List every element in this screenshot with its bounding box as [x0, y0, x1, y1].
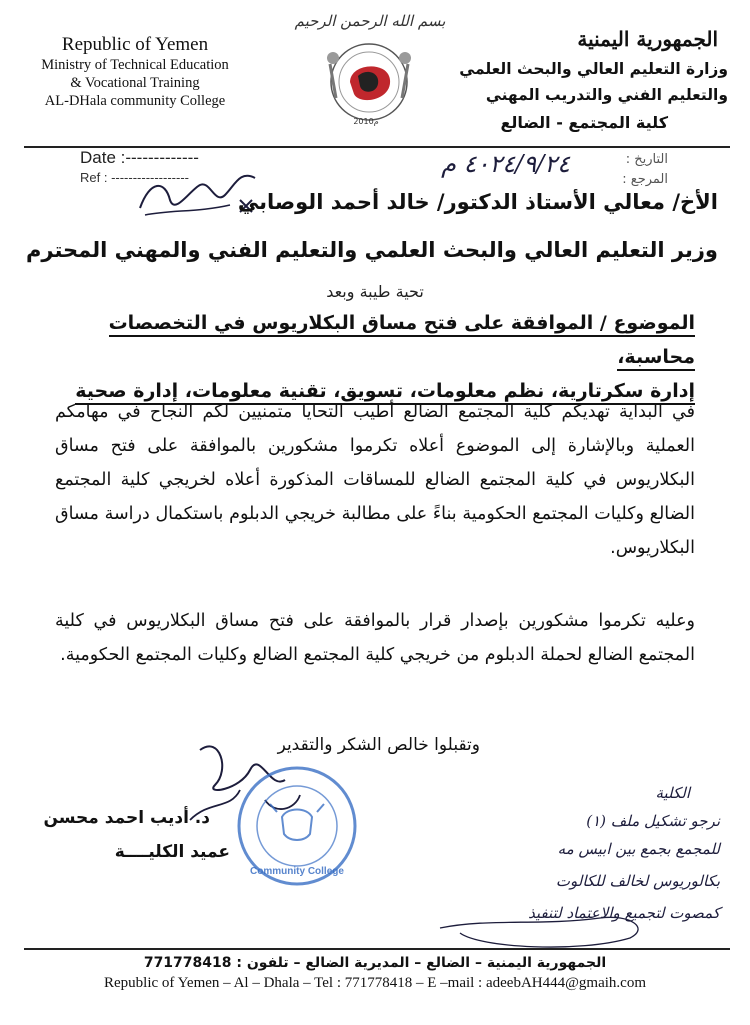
header-en-country: Republic of Yemen [61, 34, 209, 55]
header-ar-ministry-2: والتعليم الفني والتدريب المهني [485, 86, 728, 104]
body-paragraph-2: وعليه تكرموا مشكورين بإصدار قرار بالموافقة على فتح مساق البكلاريوس في كلية المجتمع الضالع لحملة الدبلوم من خريجي كلية المجتمع الضالع وكليات المجتمع الحكومية. [55, 611, 695, 665]
note-line-1: الكلية [655, 784, 690, 802]
recipient-line-1: الأخ/ معالي الأستاذ الدكتور/ خالد أحمد الوصابي [237, 190, 718, 214]
footer-english: Republic of Yemen – Al – Dhala – Tel : 771778418 – E –mail : adeebAH444@gmaih.com [104, 975, 646, 991]
greeting: تحية طيبة وبعد [326, 282, 424, 301]
footer-divider [24, 948, 730, 950]
logo-year: 2010م [353, 117, 379, 126]
recipient-line-2: وزير التعليم العالي والبحث العلمي والتعليم الفني والمهني المحترم [26, 238, 718, 262]
handwritten-date: ٤٠٢٤/٩/٢٤ م [441, 150, 570, 178]
note-line-3: للمجمع بجمع بين ابيس مه [557, 840, 720, 858]
header-en-ministry-2: & Vocational Training [70, 75, 200, 91]
subject [55, 306, 695, 408]
header-en-college: AL-DHala community College [44, 93, 226, 109]
subject-line-1: الموضوع / الموافقة على فتح مساق البكلاريوس في التخصصات محاسبة، [109, 312, 695, 371]
footer-arabic: الجمهورية اليمنية – الضالع – المديرية الضالع – تلفون : 771778418 [143, 955, 607, 971]
handwritten-annotation [400, 778, 730, 948]
college-logo [310, 38, 428, 128]
closing-line: وتقبلوا خالص الشكر والتقدير [277, 735, 480, 755]
header-arabic [428, 22, 728, 138]
ref-field-ar: المرجع : [622, 172, 668, 187]
official-stamp [232, 762, 362, 890]
signatory-name: د. أديب احمد محسن [43, 808, 210, 828]
date-field-ar: التاريخ : [625, 152, 668, 167]
subject-line-2: إدارة سكرتارية، نظم معلومات، تسويق، تقنية معلومات، إدارة صحية [75, 380, 695, 405]
note-line-5: كمصوت لتجميع والاعتماد لتنفيذ [528, 904, 720, 922]
note-line-4: بكالوريوس لخالف للكالوت [555, 872, 720, 890]
stamp-text: Community College [250, 866, 344, 877]
ref-field-en: Ref : ------------------ [80, 170, 189, 185]
note-line-2: نرجو تشكيل ملف (١) [586, 812, 720, 830]
header-ar-country: الجمهورية اليمنية [577, 27, 718, 51]
date-field-en: Date :------------- [80, 148, 199, 167]
signatory-title: عميد الكليــــة [114, 842, 230, 862]
header-en-ministry: Ministry of Technical Education [41, 57, 229, 73]
body-paragraph-1: في البداية تهديكم كلية المجتمع الضالع أطيب التحايا متمنيين لكم النجاح في مهامكم العملية وبالإشارة إلى الموضوع أعلاه تكرموا مشكورين بالموافقة على فتح مساق البكلاريوس في كلية المجتمع الضالع للمساقات المذكورة أعلاه لخريجي كلية المجتمع الضالع وكليات المجتمع الحكومية بناءً على مطالبة خريجي الدبلوم باستكمال دراسة مساق البكلاريوس. [55, 402, 695, 558]
header-ar-college: كلية المجتمع - الضالع [500, 113, 668, 132]
header-ar-ministry: وزارة التعليم العالي والبحث العلمي [459, 60, 728, 78]
bismillah-calligraphy: بسم الله الرحمن الرحيم [294, 12, 446, 30]
header-english [30, 34, 240, 110]
